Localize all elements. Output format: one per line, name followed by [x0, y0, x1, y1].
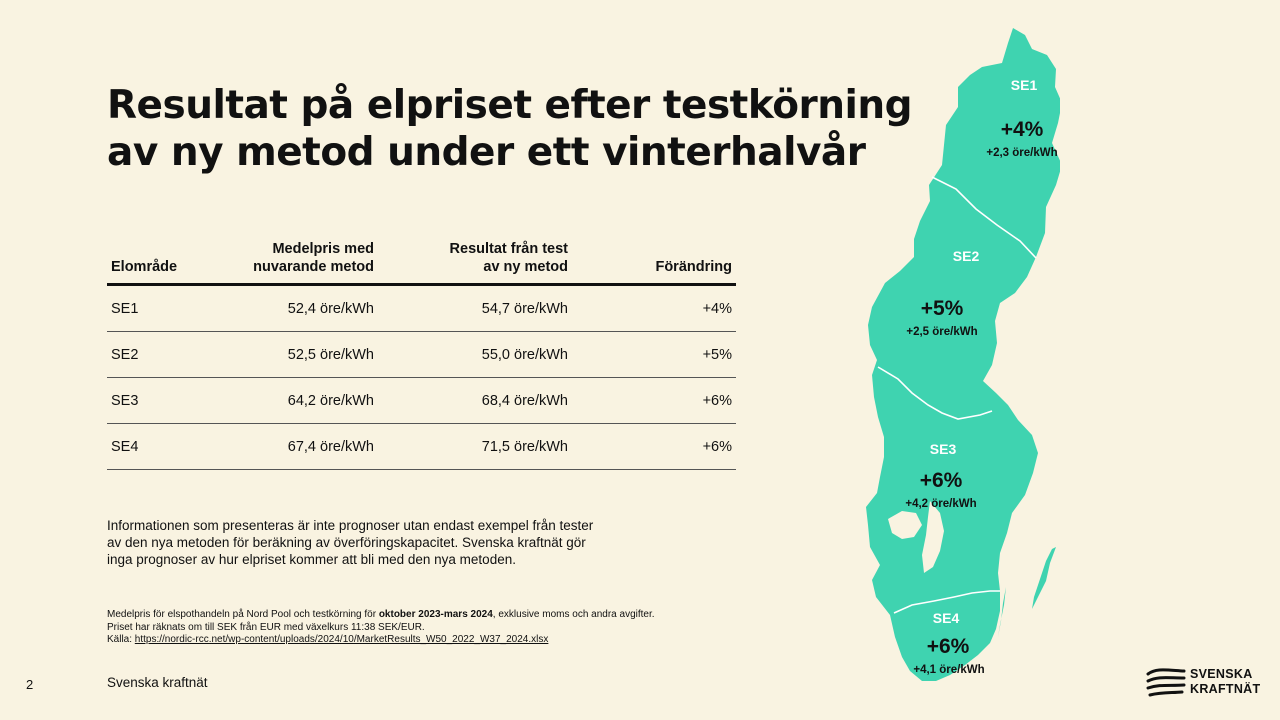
footer-org-name: Svenska kraftnät [107, 675, 208, 690]
region-se3-name: SE3 [929, 441, 957, 457]
col-header-current-price: Medelpris med nuvarande metod [220, 234, 378, 285]
page-title [107, 82, 927, 176]
table-row [107, 378, 736, 424]
cell-change: +6% [572, 424, 736, 470]
cell-test-price: 71,5 öre/kWh [378, 424, 572, 470]
table-header-row [107, 234, 736, 285]
region-se1-name: SE1 [1010, 77, 1038, 93]
page-number: 2 [26, 677, 34, 692]
results-table [107, 234, 736, 470]
cell-test-price: 54,7 öre/kWh [378, 285, 572, 332]
svenska-kraftnat-logo [1146, 666, 1261, 700]
source-link[interactable]: https://nordic-rcc.net/wp-content/uploads/2024/10/MarketResults_W50_2022_W37_2024.xlsx [134, 634, 549, 645]
disclaimer-text: Informationen som presenteras är inte prognoser utan endast exempel från tester av den nya metoden för beräkning av överföringskapacitet. Svenska kraftnät gör inga prognoser av hur elpriset kommer att bli med den nya metoden. [107, 518, 594, 567]
cell-area: SE1 [107, 285, 220, 332]
region-se4-detail: +4,1 öre/kWh [913, 664, 985, 676]
cell-area: SE4 [107, 424, 220, 470]
cell-change: +6% [572, 378, 736, 424]
cell-current-price: 67,4 öre/kWh [220, 424, 378, 470]
region-se4-change: +6% [926, 635, 970, 658]
cell-current-price: 52,5 öre/kWh [220, 332, 378, 378]
col-header-elomrade: Elområde [107, 234, 220, 285]
cell-change: +5% [572, 332, 736, 378]
cell-current-price: 64,2 öre/kWh [220, 378, 378, 424]
footnote [107, 609, 767, 647]
cell-area: SE3 [107, 378, 220, 424]
cell-change: +4% [572, 285, 736, 332]
table-row [107, 285, 736, 332]
logo-line-2: KRAFTNÄT [1190, 682, 1261, 696]
title-line-1: Resultat på elpriset efter testkörning [107, 83, 913, 128]
logo-line-1: SVENSKA [1190, 667, 1253, 681]
cell-test-price: 68,4 öre/kWh [378, 378, 572, 424]
cell-current-price: 52,4 öre/kWh [220, 285, 378, 332]
col-header-change: Förändring [572, 234, 736, 285]
sweden-map [850, 25, 1060, 695]
footnote-line-3: Källa: https://nordic-rcc.net/wp-content/uploads/2024/10/MarketResults_W50_2022_W37_2024.xlsx [107, 634, 549, 645]
footnote-line-2: Priset har räknats om till SEK från EUR med växelkurs 11:38 SEK/EUR. [107, 621, 425, 633]
table-row [107, 332, 736, 378]
logo-swoosh-icon [1146, 666, 1186, 700]
title-line-2: av ny metod under ett vinterhalvår [107, 130, 866, 175]
region-se3-detail: +4,2 öre/kWh [905, 498, 977, 510]
region-se4-name: SE4 [932, 610, 960, 626]
region-se2-change: +5% [920, 297, 964, 320]
col-header-test-result: Resultat från test av ny metod [378, 234, 572, 285]
region-se2-name: SE2 [952, 248, 980, 264]
cell-area: SE2 [107, 332, 220, 378]
island-gotland [1032, 547, 1056, 609]
region-se1-change: +4% [1000, 118, 1044, 141]
cell-test-price: 55,0 öre/kWh [378, 332, 572, 378]
region-se3-change: +6% [919, 469, 963, 492]
region-se1-detail: +2,3 öre/kWh [986, 147, 1058, 159]
region-se2-detail: +2,5 öre/kWh [906, 326, 978, 338]
footnote-line-1: Medelpris för elspothandeln på Nord Pool och testkörning för oktober 2023-mars 2024, exklusive moms och andra avgifter. [107, 609, 655, 620]
table-row [107, 424, 736, 470]
